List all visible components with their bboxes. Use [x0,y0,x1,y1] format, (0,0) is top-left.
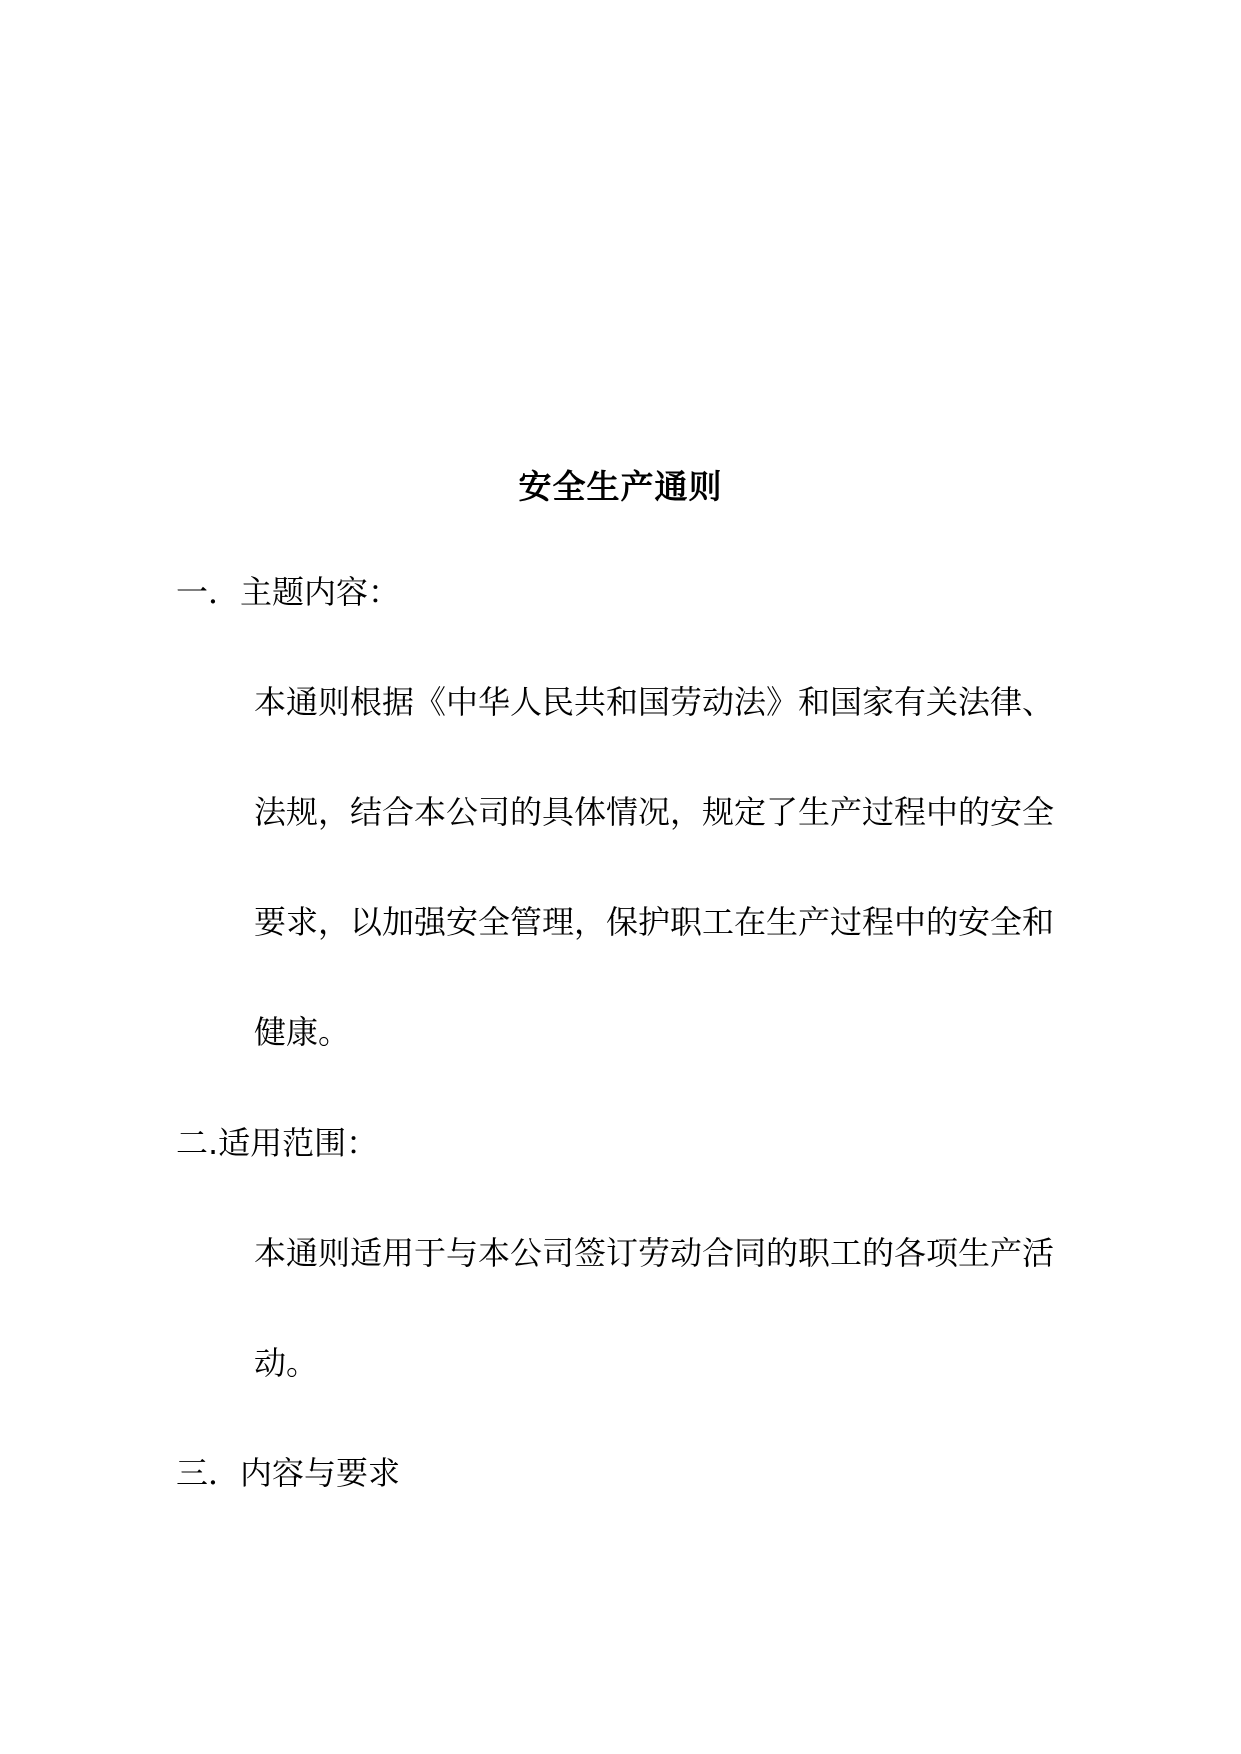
section-body-2 [254,1198,1154,1418]
body-line: 要求，以加强安全管理，保护职工在生产过程中的安全和 [254,903,1055,941]
section-heading-1: 一．主题内容： [176,573,401,611]
body-line: 动。 [254,1344,319,1382]
body-line: 本通则适用于与本公司签订劳动合同的职工的各项生产活 [254,1234,1055,1272]
section-heading-2: 二.适用范围： [176,1124,379,1162]
body-line: 本通则根据《中华人民共和国劳动法》和国家有关法律、 [254,683,1055,721]
body-line: 健康。 [254,1013,351,1051]
section-body-1 [254,647,1154,1087]
document-title: 安全生产通则 [518,467,723,506]
body-line: 法规，结合本公司的具体情况，规定了生产过程中的安全 [254,793,1055,831]
section-heading-3: 三．内容与要求 [176,1454,401,1492]
